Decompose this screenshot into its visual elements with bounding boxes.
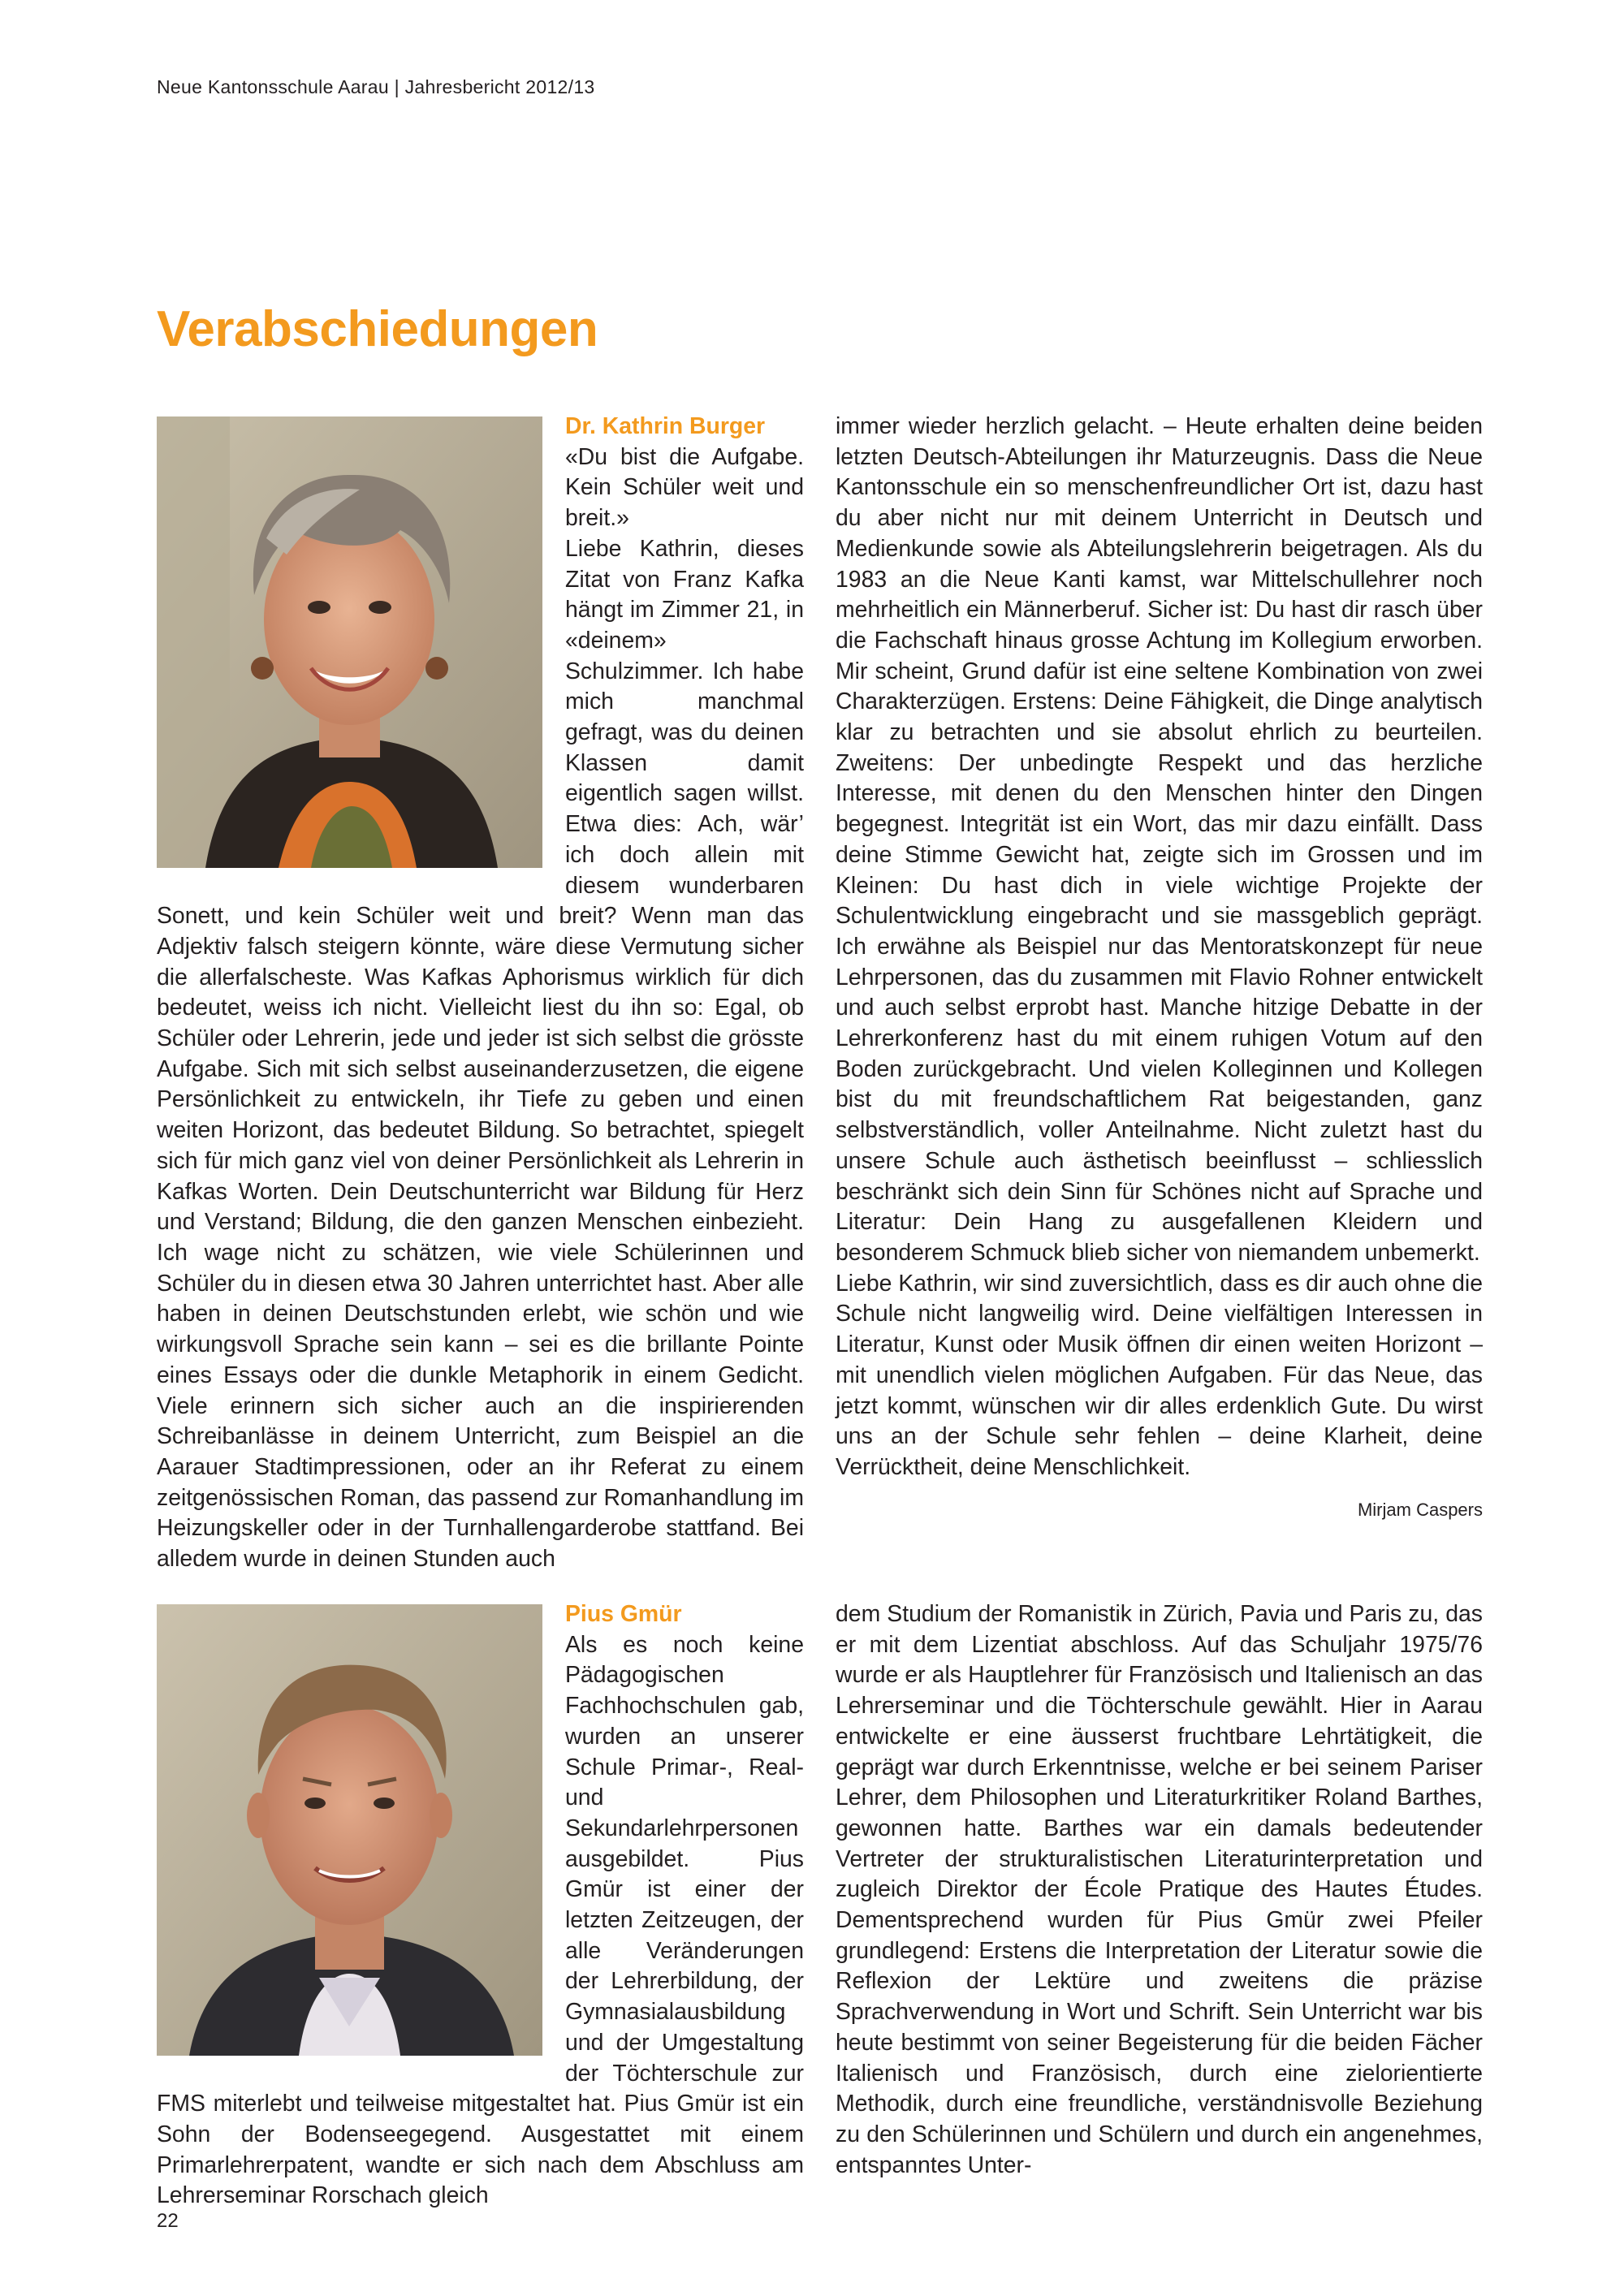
portrait-kathrin-burger: [157, 416, 542, 868]
body-paragraph: Liebe Kathrin, wir sind zuversichtlich, dass es dir auch ohne die Schule nicht langweilig wird. Deine vielfältigen Interessen in Literatur, Kunst oder Musik öffnen dir einen weiten Horizont – mit unendlich vielen möglichen Aufgaben. Für das Neue, das jetzt kommt, wünschen wir dir alles erdenklich Gute. Du wirst uns an der Schule sehr fehlen – deine Klarheit, deine Verrücktheit, deine Menschlichkeit.: [836, 1270, 1483, 1480]
page-title: Verabschiedungen: [157, 301, 598, 357]
section2-column-left: [157, 1599, 804, 2212]
body-paragraph: Liebe Kathrin, dieses Zitat von Franz Kafka hängt im Zimmer 21, in «deinem» Schulzimmer. Ich habe mich manchmal gefragt, was du deinen Klassen damit eigentlich sagen willst. Etwa dies: Ach, wär’ ich doch allein mit diesem wunderbaren Sonett, und kein Schüler weit und breit? Wenn man das Adjektiv falsch steigern könnte, wäre diese Vermutung sicher die allerfalscheste. Was Kafkas Aphorismus wirklich für dich bedeutet, weiss ich nicht. Vielleicht liest du ihn so: Egal, ob Schüler oder Lehrerin, jede und jeder ist sich selbst die grösste Aufgabe. Sich mit sich selbst auseinanderzusetzen, die eigene Persönlichkeit zu entwickeln, ihr Tiefe zu geben und einen weiten Horizont, das bedeutet Bildung. So betrachtet, spiegelt sich für mich ganz viel von deiner Persönlichkeit als Lehrerin in Kafkas Worten. Dein Deutschunterricht war Bildung für Herz und Verstand; Bildung, die den ganzen Menschen einbezieht. Ich wage nicht zu schätzen, wie viele Schülerinnen und Schüler du in diesen etwa 30 Jahren unterrichtet hast. Aber alle haben in deinen Deutschstunden erlebt, wie schön und wie wirkungsvoll Sprache sein kann – sei es die brillante Pointe eines Essays oder die dunkle Metaphorik in einem Gedicht. Viele erinnern sich sicher auch an die inspirierenden Schreibanlässe in deinem Unterricht, zum Beispiel an die Aarauer Stadtimpressionen, oder an ihr Referat zu einem zeitgenössischen Roman, das passend zur Romanhandlung im Heizungskeller oder in der Turnhallengarderobe stattfand. Bei alledem wurde in deinen Stunden auch: [157, 535, 805, 1573]
page-number: 22: [157, 2210, 179, 2232]
quote-paragraph: «Du bist die Aufgabe. Kein Schüler weit und breit.»: [565, 443, 804, 532]
running-header: Neue Kantonsschule Aarau | Jahresbericht 2012/13: [157, 76, 595, 97]
section1-column-left: [157, 412, 804, 1575]
person-name-pius-gmuer: Pius Gmür: [565, 1601, 682, 1627]
person-name-kathrin-burger: Dr. Kathrin Burger: [565, 413, 766, 439]
section2-column-right: [836, 1599, 1483, 2181]
portrait-pius-gmuer: [157, 1604, 542, 2056]
author-signature: Mirjam Caspers: [1357, 1499, 1483, 1520]
body-paragraph: dem Studium der Romanistik in Zürich, Pavia und Paris zu, das er mit dem Lizentiat abschloss. Auf das Schuljahr 1975/76 wurde er als Hauptlehrer für Französisch und Italienisch an das Lehrerseminar und die Töchterschule gewählt. Hier in Aarau entwickelte er eine äusserst fruchtbare Lehrtätigkeit, die geprägt war durch Erkenntnisse, welche er bei seinem Pariser Lehrer, dem Philosophen und Literaturkritiker Roland Barthes, gewonnen hatte. Barthes war ein damals bedeutender Vertreter der strukturalistischen Literaturinterpretation und zugleich Direktor der École Pratique des Hautes Études. Dementsprechend wurden für Pius Gmür zwei Pfeiler grundlegend: Erstens die Interpretation der Literatur sowie die Reflexion der Lektüre und zweitens die präzise Sprachverwendung in Wort und Schrift. Sein Unterricht war bis heute bestimmt von seiner Begeisterung für die beiden Fächer Italienisch und Französisch, durch eine zielorientierte Methodik, durch eine freundliche, verständnisvolle Beziehung zu den Schülerinnen und Schülern und durch ein angenehmes, entspanntes Unter-: [836, 1601, 1483, 2178]
section1-column-right: [836, 412, 1483, 1525]
body-paragraph: immer wieder herzlich gelacht. – Heute erhalten deine beiden letzten Deutsch-Abteilungen ihr Maturzeugnis. Dass die Neue Kantonsschule ein so menschenfreundlicher Ort ist, dazu hast du aber nicht nur mit deinem Unterricht in Deutsch und Medienkunde sowie als Abteilungslehrerin beigetragen. Als du 1983 an die Neue Kanti kamst, war Mittelschullehrer noch mehrheitlich ein Männerberuf. Sicher ist: Du hast dir rasch über die Fachschaft hinaus grosse Achtung im Kollegium erworben. Mir scheint, Grund dafür ist eine seltene Kombination von zwei Charakterzügen. Erstens: Deine Fähigkeit, die Dinge analytisch klar zu betrachten und sie absolut ehrlich zu beurteilen. Zweitens: Der unbedingte Respekt und das herzliche Interesse, mit denen du den Menschen hinter den Dingen begegnest. Integrität ist ein Wort, das mir dazu einfällt. Dass deine Stimme Gewicht hat, zeigte sich im Grossen und im Kleinen: Du hast dich in viele wichtige Projekte der Schulentwicklung eingebracht und sie massgeblich geprägt. Ich erwähne als Beispiel nur das Mentoratskonzept für neue Lehrpersonen, das du zusammen mit Flavio Rohner entwickelt und auch selbst erprobt hast. Manche hitzige Debatte in der Lehrerkonferenz hast du mit einem ruhigen Votum auf den Boden zurückgebracht. Und vielen Kolleginnen und Kollegen bist du mit freundschaftlichem Rat beigestanden, ganz selbstverständlich, voller Anteilnahme. Nicht zuletzt hast du unsere Schule auch ästhetisch beeinflusst – schliesslich beschränkt sich dein Sinn für Schönes nicht auf Sprache und Literatur: Dein Hang zu ausgefallenen Kleidern und besonderem Schmuck blieb sicher von niemandem unbemerkt.: [836, 413, 1483, 1266]
body-paragraph: Als es noch keine Pädagogischen Fachhochschulen gab, wurden an unserer Schule Primar-, Real- und Sekundarlehrpersonen ausgebildet. Pius Gmür ist einer der letzten Zeitzeugen, der alle Veränderungen der Lehrerbildung, der Gymnasialausbildung und der Umgestaltung der Töchterschule zur FMS miterlebt und teilweise mitgestaltet hat. Pius Gmür ist ein Sohn der Bodenseegegend. Ausgestattet mit einem Primarlehrerpatent, wandte er sich nach dem Abschluss am Lehrerseminar Rorschach gleich: [157, 1631, 804, 2209]
